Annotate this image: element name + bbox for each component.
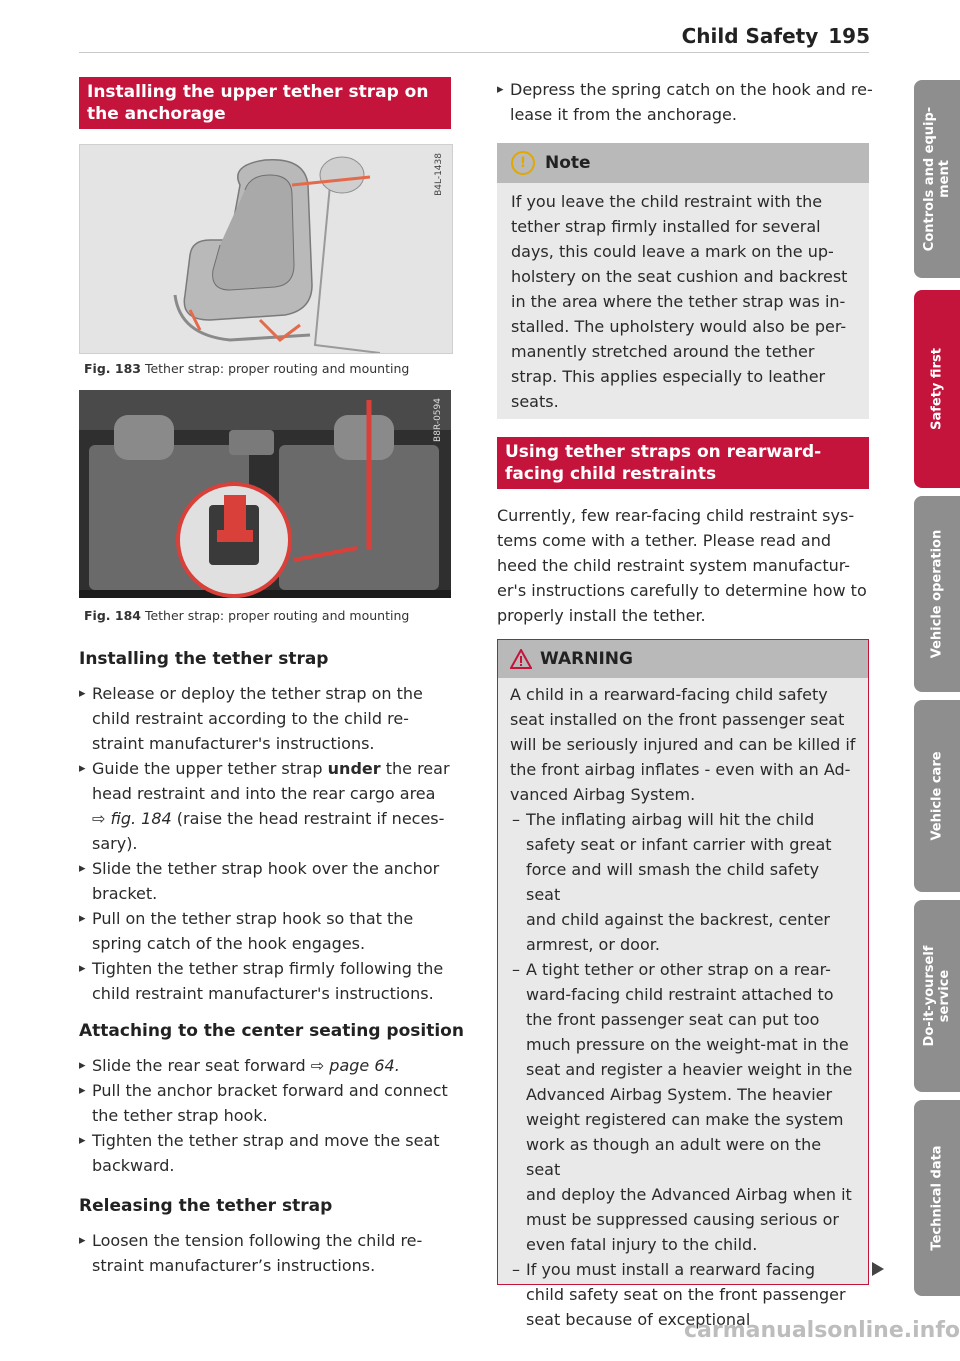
line: A child in a rearward-facing child safety — [510, 685, 828, 704]
list-item — [79, 1078, 459, 1128]
install-steps — [79, 681, 459, 1006]
page-reference-link[interactable]: ⇨ page 64. — [310, 1056, 400, 1075]
warning-box — [497, 639, 869, 1329]
text: Slide the rear seat forward — [92, 1056, 311, 1075]
list-item — [79, 956, 459, 1006]
line: manently stretched around the tether — [511, 342, 815, 361]
line: er's instructions carefully to determine how to — [497, 581, 867, 600]
line: even fatal injury to the child. — [526, 1235, 758, 1254]
line: ▸ Depress the spring catch on the hook and re- — [510, 80, 873, 99]
line: child safety seat on the front passenger — [526, 1285, 846, 1304]
line: straint manufacturer's instructions. — [92, 734, 375, 753]
line — [92, 756, 459, 781]
warning-header — [498, 640, 868, 678]
line: ▸ Slide the tether strap hook over the anchor — [92, 859, 440, 878]
line: the front airbag inflates - even with an Ad- — [510, 760, 851, 779]
tab-label: Technical data — [929, 1145, 945, 1251]
line: holstery on the seat cushion and backrest — [511, 267, 848, 286]
header-rule — [79, 52, 869, 53]
line: seat and register a heavier weight in the — [526, 1060, 853, 1079]
tab-label: Controls and equip- ment — [922, 106, 952, 252]
list-item — [79, 1053, 459, 1078]
tab-label: Vehicle operation — [929, 529, 945, 659]
line: will be seriously injured and can be killed if — [510, 735, 856, 754]
list-item — [79, 1128, 459, 1178]
line: child restraint according to the child re- — [92, 709, 409, 728]
header-section: Child Safety — [681, 24, 819, 48]
warning-title: WARNING — [540, 649, 633, 669]
rearward-paragraph — [497, 503, 877, 628]
warning-body — [498, 678, 868, 807]
depress-step — [497, 77, 877, 127]
line: head restraint and into the rear cargo area — [92, 784, 436, 803]
warning-dash-item — [498, 957, 868, 1257]
line: the front passenger seat can put too — [526, 1010, 820, 1029]
figure-184-image — [79, 390, 451, 598]
tab-safety-first[interactable] — [914, 290, 960, 488]
line: seat installed on the front passenger seat — [510, 710, 845, 729]
tab-do-it-yourself-service[interactable] — [914, 900, 960, 1092]
subheading-releasing: Releasing the tether strap — [79, 1196, 333, 1216]
line: bracket. — [92, 884, 158, 903]
tab-label: Safety first — [929, 348, 945, 430]
line: much pressure on the weight-mat in the — [526, 1035, 849, 1054]
text: (raise the head restraint if neces- — [171, 809, 445, 828]
list-item — [497, 77, 877, 127]
section-heading-rearward — [497, 437, 869, 489]
line: armrest, or door. — [526, 935, 660, 954]
continue-arrow-icon — [872, 1262, 884, 1276]
note-icon: ! — [511, 151, 535, 175]
line: work as though an adult were on the seat — [526, 1135, 822, 1179]
line: force and will smash the child safety seat — [526, 860, 820, 904]
text: the rear — [380, 759, 450, 778]
line: must be suppressed causing serious or — [526, 1210, 839, 1229]
line: – The inflating airbag will hit the child — [526, 810, 815, 829]
note-box — [497, 143, 869, 411]
watermark: carmanualsonline.info — [684, 1318, 960, 1343]
line: straint manufacturer’s instructions. — [92, 1256, 376, 1275]
line: ▸ Tighten the tether strap firmly following the — [92, 959, 444, 978]
tab-vehicle-operation[interactable] — [914, 496, 960, 692]
line: ▸ Pull the anchor bracket forward and connect — [92, 1081, 448, 1100]
figure-label: Fig. 184 — [84, 608, 141, 623]
line: seat because of exceptional — [526, 1310, 751, 1329]
note-header — [497, 143, 869, 183]
line: seats. — [511, 392, 559, 411]
figure-code: B4L-1438 — [434, 153, 444, 196]
section-heading-text: Using tether straps on rearward-facing child restraints — [505, 442, 822, 484]
line: properly install the tether. — [497, 606, 706, 625]
release-steps — [79, 1228, 459, 1278]
tab-controls-and-equipment[interactable] — [914, 80, 960, 278]
line: ward-facing child restraint attached to — [526, 985, 834, 1004]
cargo-area-illustration — [79, 390, 451, 598]
tab-label: Vehicle care — [929, 751, 945, 841]
line: lease it from the anchorage. — [510, 105, 737, 124]
list-item — [79, 1228, 459, 1278]
section-heading-upper-tether — [79, 77, 451, 129]
figure-caption-text: Tether strap: proper routing and mounting — [144, 361, 410, 376]
running-header — [620, 24, 870, 48]
note-title: Note — [545, 153, 591, 173]
line: backward. — [92, 1156, 175, 1175]
line: spring catch of the hook engages. — [92, 934, 366, 953]
line: ▸ Tighten the tether strap and move the seat — [92, 1131, 440, 1150]
text: Guide the upper tether strap — [92, 759, 328, 778]
line: child restraint manufacturer's instructions. — [92, 984, 434, 1003]
tab-technical-data[interactable] — [914, 1100, 960, 1296]
line: the tether strap hook. — [92, 1106, 268, 1125]
line: weight registered can make the system — [526, 1110, 844, 1129]
line — [92, 1053, 459, 1078]
warning-dash-item — [498, 807, 868, 957]
line: sary). — [92, 834, 138, 853]
line: heed the child restraint system manufactur- — [497, 556, 851, 575]
figure-183-image — [79, 144, 453, 354]
line: If you leave the child restraint with the — [511, 192, 823, 211]
line: ▸ Release or deploy the tether strap on the — [92, 684, 423, 703]
list-item — [79, 906, 459, 956]
line: vanced Airbag System. — [510, 785, 696, 804]
warning-triangle-icon — [510, 649, 532, 669]
figure-183-caption — [84, 361, 409, 376]
list-item — [79, 756, 459, 856]
line: and child against the backrest, center — [526, 910, 830, 929]
subheading-center-seating: Attaching to the center seating position — [79, 1021, 464, 1041]
center-steps — [79, 1053, 459, 1178]
line: ▸ Pull on the tether strap hook so that the — [92, 909, 414, 928]
section-heading-text: Installing the upper tether strap on the anchorage — [87, 82, 429, 124]
line: tems come with a tether. Please read and — [497, 531, 832, 550]
figure-label: Fig. 183 — [84, 361, 141, 376]
figure-184-caption — [84, 608, 409, 623]
line: days, this could leave a mark on the up- — [511, 242, 834, 261]
line: stalled. The upholstery would also be per- — [511, 317, 847, 336]
page-number: 195 — [828, 24, 870, 48]
line: ▸ Loosen the tension following the child re- — [92, 1231, 423, 1250]
line: tether strap firmly installed for several — [511, 217, 821, 236]
line: safety seat or infant carrier with great — [526, 835, 832, 854]
bold-text: under — [327, 759, 381, 778]
tab-label: Do-it-yourself service — [922, 945, 952, 1047]
figure-reference-link[interactable]: ⇨ fig. 184 — [92, 809, 172, 828]
line: Advanced Airbag System. The heavier — [526, 1085, 833, 1104]
child-seat-illustration — [80, 145, 452, 353]
tab-vehicle-care[interactable] — [914, 700, 960, 892]
note-body — [497, 183, 869, 419]
line: and deploy the Advanced Airbag when it — [526, 1185, 852, 1204]
figure-caption-text: Tether strap: proper routing and mounting — [144, 608, 410, 623]
line: – A tight tether or other strap on a rear- — [526, 960, 831, 979]
list-item — [79, 856, 459, 906]
list-item — [79, 681, 459, 756]
line: strap. This applies especially to leather — [511, 367, 826, 386]
line — [92, 806, 459, 831]
figure-code: B8R-0594 — [433, 398, 443, 442]
line: – If you must install a rearward facing — [526, 1260, 816, 1279]
line: in the area where the tether strap was in- — [511, 292, 846, 311]
subheading-installing: Installing the tether strap — [79, 649, 329, 669]
line: Currently, few rear-facing child restraint sys- — [497, 506, 855, 525]
